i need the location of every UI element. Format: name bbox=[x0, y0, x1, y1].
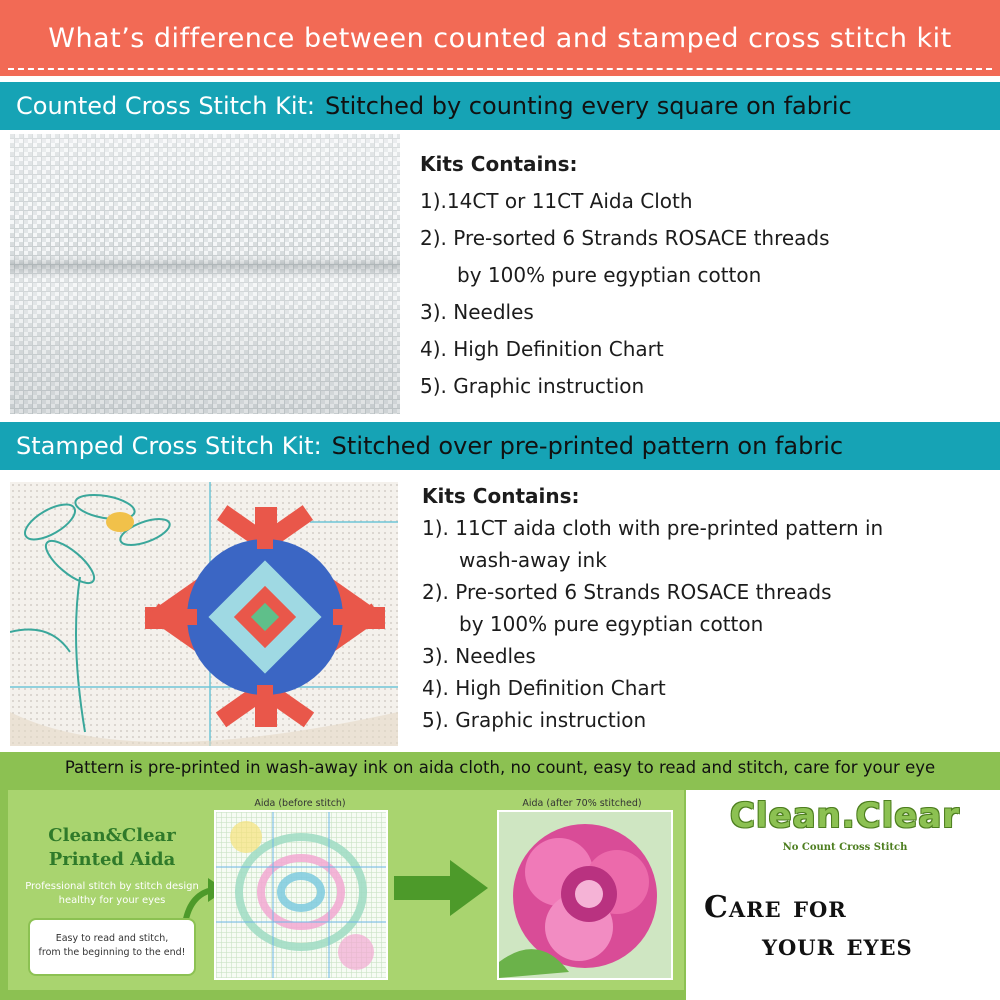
list-item: 5). Graphic instruction bbox=[420, 374, 645, 398]
list-item: 2). Pre-sorted 6 Strands ROSACE threads bbox=[422, 580, 832, 604]
stamped-section-header bbox=[0, 422, 1000, 470]
list-item: 4). High Definition Chart bbox=[422, 676, 666, 700]
banner-title: What’s difference between counted and stamped cross stitch kit bbox=[48, 22, 952, 54]
aida-fabric-image bbox=[10, 134, 400, 414]
brand-line-1: Clean&Clear bbox=[48, 825, 176, 846]
counted-kit-list bbox=[420, 146, 830, 405]
printed-rose-pattern bbox=[216, 812, 386, 978]
list-item: 1).14CT or 11CT Aida Cloth bbox=[420, 189, 693, 213]
list-item: 4). High Definition Chart bbox=[420, 337, 664, 361]
clean-clear-subtitle: No Count Cross Stitch bbox=[782, 842, 908, 853]
easy-to-read-box bbox=[28, 918, 196, 976]
tagline-1: Professional stitch by stitch design bbox=[25, 881, 199, 892]
aida-before-stitch-image bbox=[214, 810, 388, 980]
counted-section-header bbox=[0, 82, 1000, 130]
right-arrow-icon bbox=[394, 858, 490, 918]
aida-after-stitch-image bbox=[497, 810, 673, 980]
caption-before-stitch: Aida (before stitch) bbox=[254, 798, 346, 809]
list-item: 3). Needles bbox=[420, 300, 534, 324]
list-item: 3). Needles bbox=[422, 644, 536, 668]
stamped-description: Stitched over pre-printed pattern on fabric bbox=[331, 432, 844, 460]
counted-kit-title: Kits Contains: bbox=[420, 152, 578, 176]
stamped-label: Stamped Cross Stitch Kit: bbox=[16, 432, 322, 460]
counted-label: Counted Cross Stitch Kit: bbox=[16, 92, 315, 120]
pre-printed-note: Pattern is pre-printed in wash-away ink on aida cloth, no count, easy to read and stitch, care for your eye bbox=[64, 758, 936, 777]
stitched-rose-picture bbox=[499, 812, 671, 978]
list-item: wash-away ink bbox=[459, 548, 607, 572]
list-item: 1). 11CT aida cloth with pre-printed pattern in bbox=[422, 516, 884, 540]
top-banner bbox=[0, 0, 1000, 76]
clean-clear-logo: Clean.Clear bbox=[729, 796, 961, 836]
list-item: by 100% pure egyptian cotton bbox=[459, 612, 764, 636]
easy-line-2: from the beginning to the end! bbox=[38, 947, 186, 958]
counted-description: Stitched by counting every square on fabric bbox=[324, 92, 852, 120]
printed-aida-brand bbox=[22, 824, 202, 908]
tagline-2: healthy for your eyes bbox=[58, 895, 166, 906]
stamped-kit-list bbox=[422, 480, 883, 736]
easy-line-1: Easy to read and stitch, bbox=[55, 933, 169, 944]
list-item: 5). Graphic instruction bbox=[422, 708, 647, 732]
care-line-2: your eyes bbox=[762, 928, 913, 963]
caption-after-stitch: Aida (after 70% stitched) bbox=[522, 798, 642, 809]
list-item: by 100% pure egyptian cotton bbox=[457, 263, 762, 287]
stamped-flower-picture bbox=[10, 482, 398, 746]
stamped-fabric-image bbox=[10, 482, 398, 746]
aida-fabric-picture bbox=[10, 134, 400, 414]
list-item: 2). Pre-sorted 6 Strands ROSACE threads bbox=[420, 226, 830, 250]
stamped-kit-title: Kits Contains: bbox=[422, 484, 580, 508]
care-line-1: Care for bbox=[704, 890, 847, 925]
brand-line-2: Printed Aida bbox=[48, 849, 176, 870]
